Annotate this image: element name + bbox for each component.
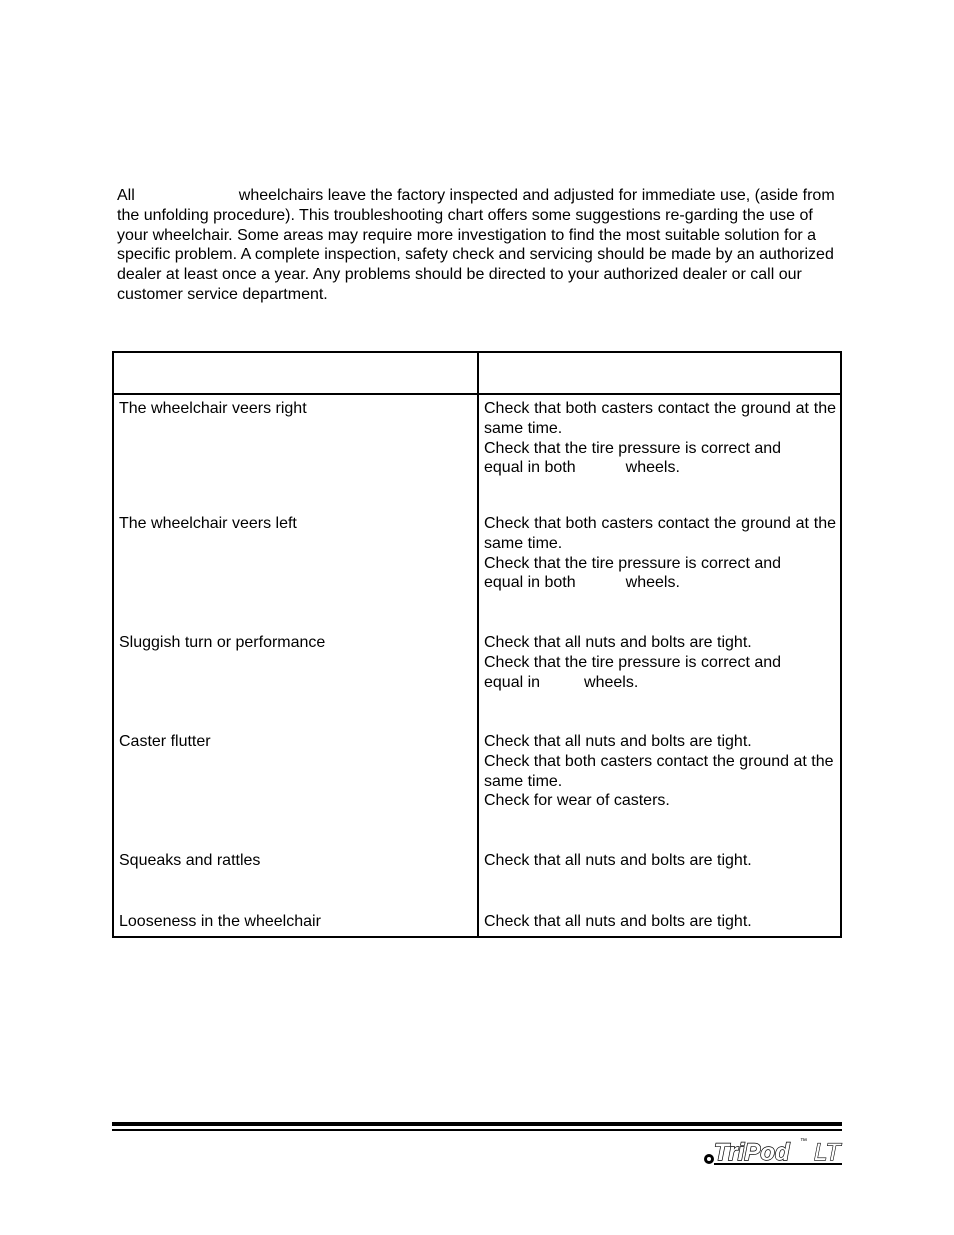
problem-text: The wheelchair veers left: [119, 515, 297, 532]
problem-cell: [113, 514, 478, 633]
problem-text: Sluggish turn or performance: [119, 634, 326, 651]
solution-text: Check that both casters contact the ground at the same time.: [484, 400, 836, 437]
problem-text: The wheelchair veers right: [119, 400, 307, 417]
solution-text: Check for wear of casters.: [484, 792, 670, 810]
logo-text: TriPod: [714, 1139, 790, 1166]
solution-cell: [478, 851, 841, 912]
problem-cell: [113, 851, 478, 912]
solution-text: Check that all nuts and bolts are tight.: [484, 733, 752, 750]
problem-text: Squeaks and rattles: [119, 852, 261, 869]
problem-text: Looseness in the wheelchair: [119, 913, 321, 930]
intro-lead: All: [117, 187, 135, 204]
header-problem-cell: [113, 352, 478, 394]
table-row: [113, 912, 841, 937]
table-row: [113, 732, 841, 851]
solution-text: Check that all nuts and bolts are tight.: [484, 634, 752, 651]
solution-cell: [478, 394, 841, 514]
solution-text: Check that both casters contact the ground at the same time.: [484, 515, 836, 552]
troubleshooting-table: [112, 351, 842, 938]
table-row: [113, 851, 841, 912]
solution-text: equal in both wheels.: [484, 459, 680, 477]
solution-text: Check that the tire pressure is correct and: [484, 554, 782, 572]
solution-cell: [478, 912, 841, 937]
logo-trademark: ™: [800, 1138, 807, 1145]
table-header-row: [113, 352, 841, 394]
table-row: [113, 394, 841, 514]
solution-text: Check that both casters contact the ground at the same time.: [484, 752, 834, 790]
solution-cell: [478, 732, 841, 851]
solution-text: Check that all nuts and bolts are tight.: [484, 852, 752, 869]
logo-suffix: LT: [814, 1139, 841, 1166]
solution-text: Check that the tire pressure is correct and: [484, 653, 782, 671]
solution-cell: [478, 633, 841, 732]
table-row: [113, 514, 841, 633]
footer-rule-thin: [112, 1129, 842, 1131]
header-solution-cell: [478, 352, 841, 394]
solution-text: equal in wheels.: [484, 673, 639, 691]
intro-body: wheelchairs leave the factory inspected and adjusted for immediate use, (aside from the unfolding procedure). This troubleshooting chart offers some suggestions re-garding the use of your wheelchair. Some areas may require more investigation to find the most suitable solution for a specific problem. A complete inspection, safety check and servicing should be made by an authorized dealer at least once a year. Any problems should be directed to your authorized dealer or call our customer service department.: [117, 187, 835, 303]
solution-text: Check that the tire pressure is correct and: [484, 439, 782, 457]
problem-cell: [113, 732, 478, 851]
problem-cell: [113, 633, 478, 732]
solution-text: Check that all nuts and bolts are tight.: [484, 913, 752, 930]
footer-rule: [112, 1122, 842, 1126]
table-row: [113, 633, 841, 732]
solution-cell: [478, 514, 841, 633]
tripod-lt-logo: [700, 1133, 844, 1167]
problem-text: Caster flutter: [119, 733, 211, 750]
problem-cell: [113, 912, 478, 937]
solution-text: equal in both wheels.: [484, 574, 680, 592]
problem-cell: [113, 394, 478, 514]
intro-paragraph: [117, 186, 839, 305]
